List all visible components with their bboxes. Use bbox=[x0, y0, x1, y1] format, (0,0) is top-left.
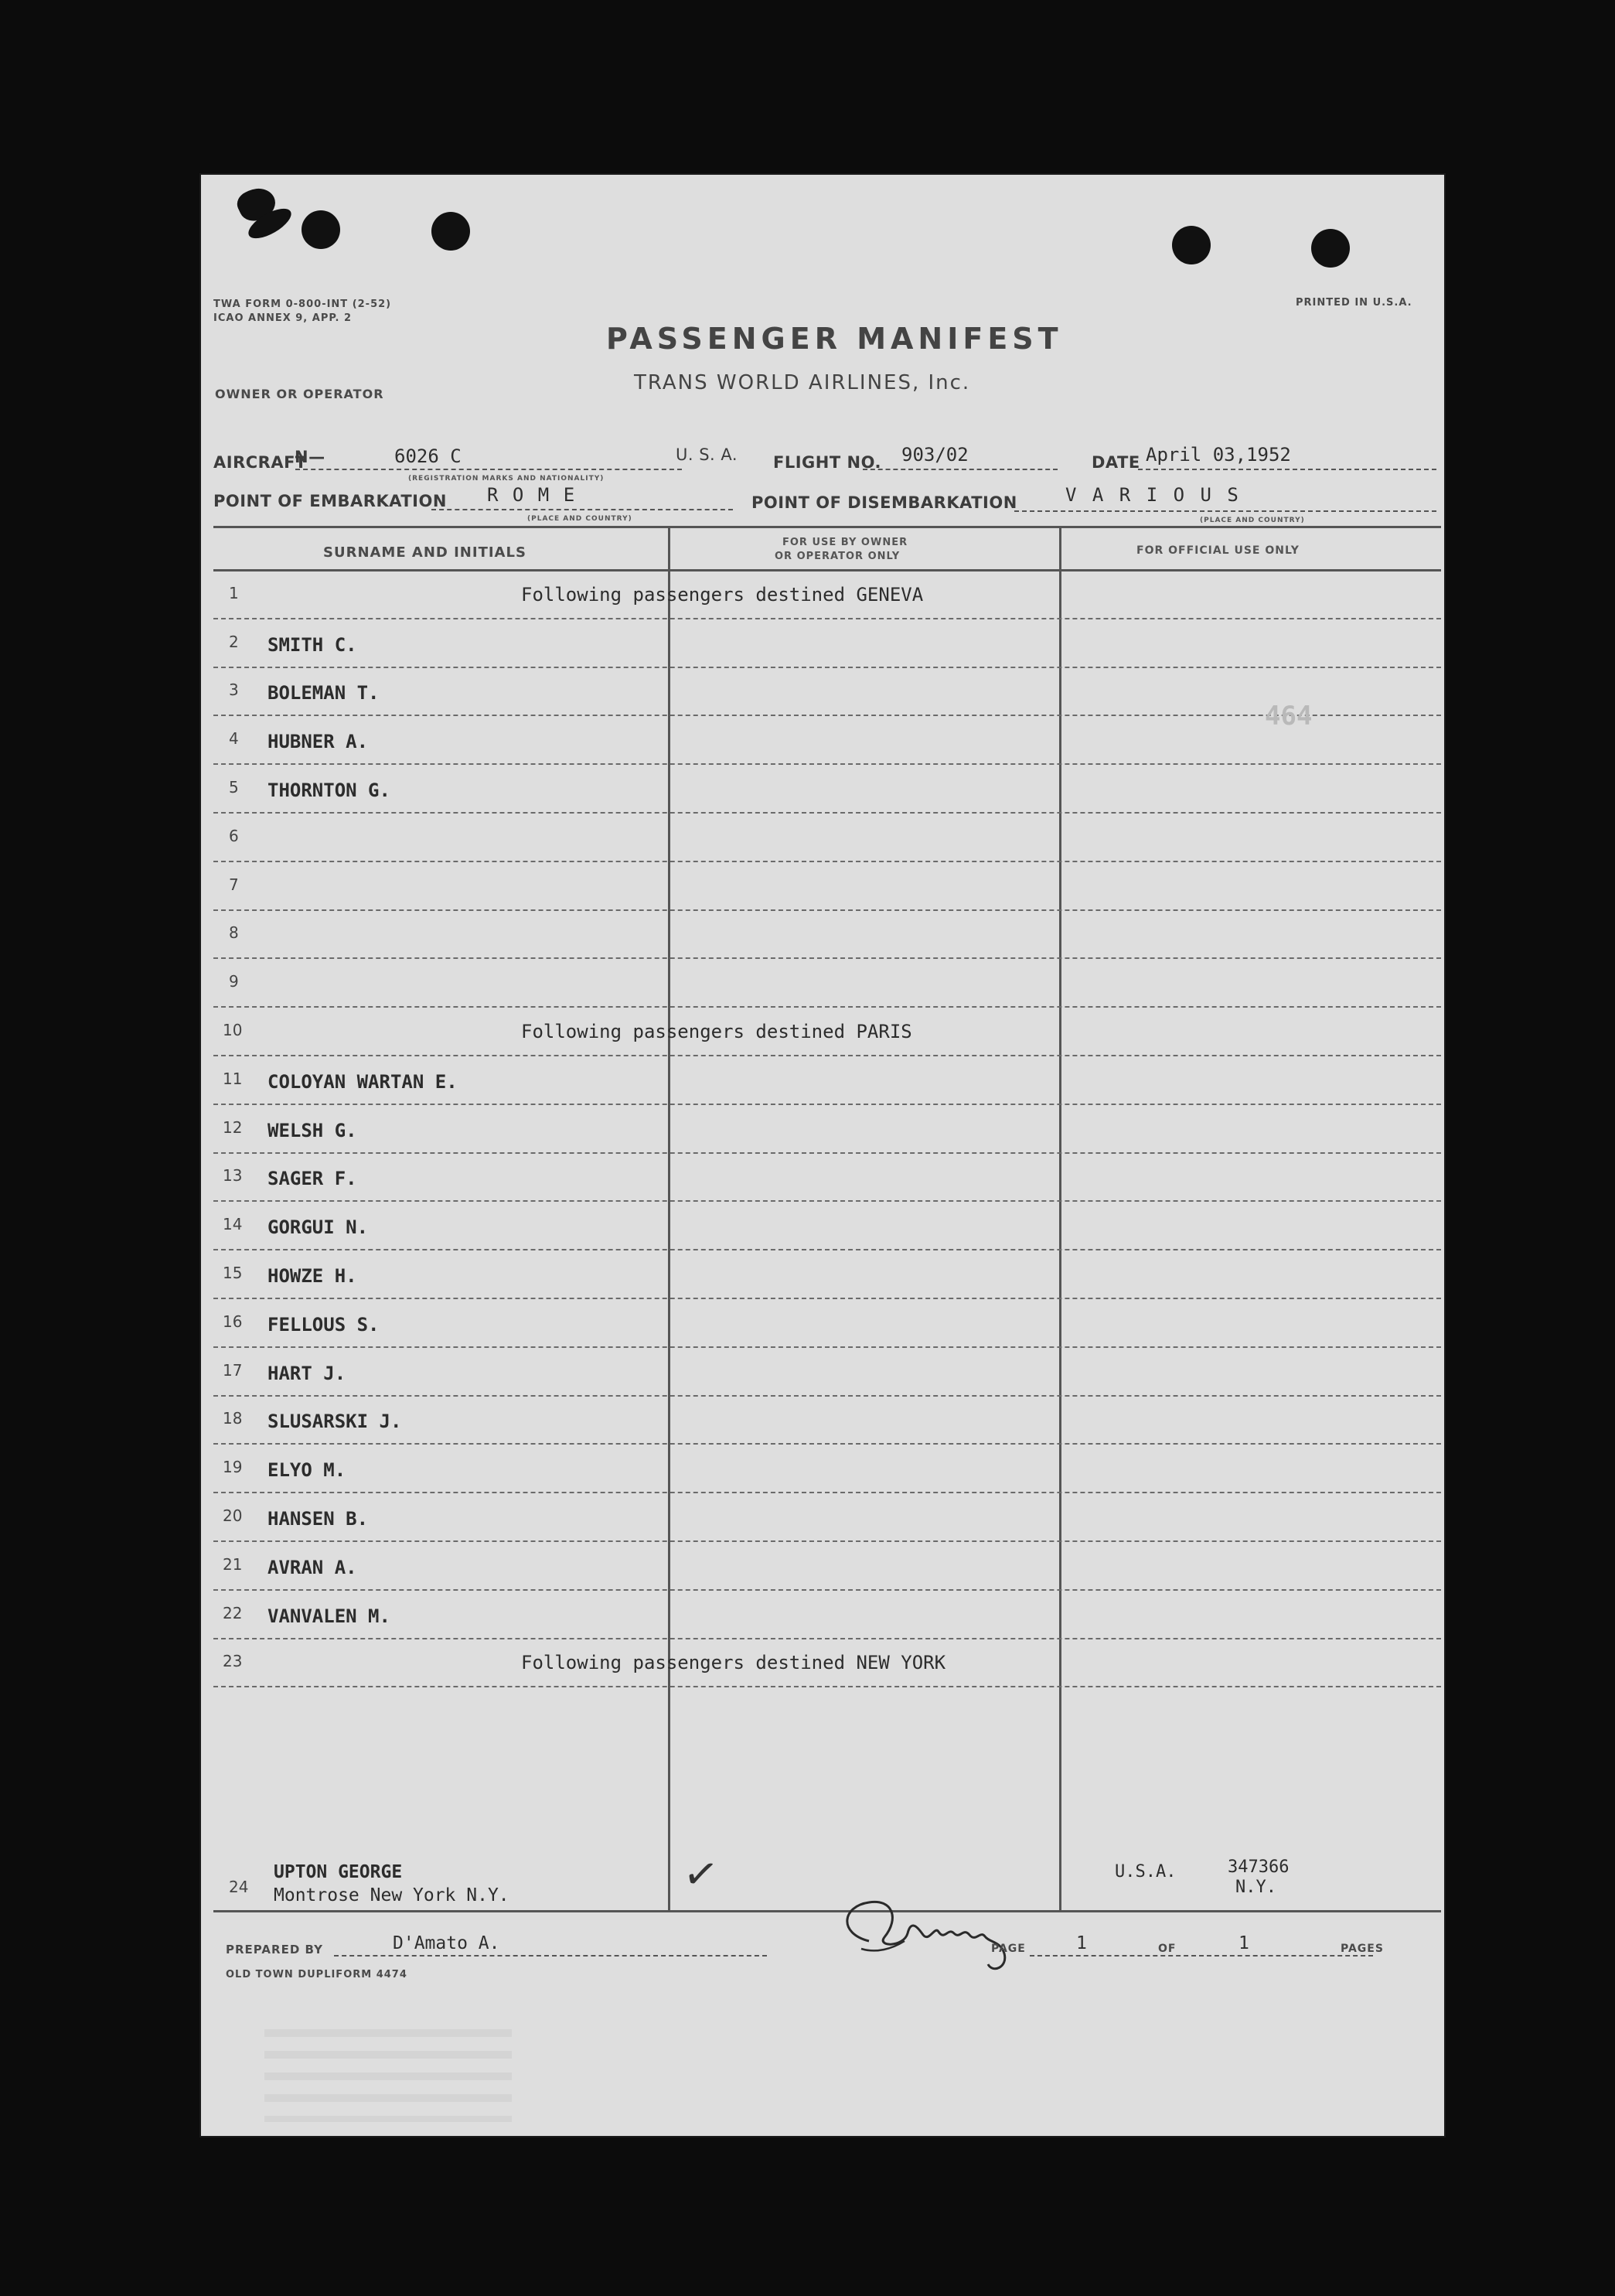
row-divider bbox=[213, 1443, 1441, 1445]
punch-hole bbox=[1172, 226, 1211, 264]
passenger-name: UPTON GEORGE bbox=[274, 1862, 403, 1882]
of-label: OF bbox=[1158, 1943, 1177, 1955]
place-caption-2: (PLACE AND COUNTRY) bbox=[1200, 517, 1305, 524]
row-number: 19 bbox=[223, 1458, 243, 1477]
printed-label: PRINTED IN U.S.A. bbox=[1296, 297, 1412, 309]
aircraft-nationality: U. S. A. bbox=[676, 445, 738, 464]
row-divider bbox=[213, 1298, 1441, 1299]
passenger-name: SAGER F. bbox=[267, 1168, 357, 1190]
row-divider bbox=[213, 667, 1441, 668]
row-divider bbox=[213, 1055, 1441, 1056]
row-number: 17 bbox=[223, 1360, 243, 1380]
form-number: TWA FORM 0-800-INT (2-52) bbox=[213, 299, 392, 310]
bleed-through bbox=[264, 2029, 512, 2122]
row-number: 1 bbox=[229, 583, 239, 602]
disembark-label: POINT OF DISEMBARKATION bbox=[751, 493, 1017, 512]
row-number: 12 bbox=[223, 1117, 243, 1137]
row-number: 5 bbox=[229, 778, 239, 797]
official-state: N.Y. bbox=[1235, 1878, 1276, 1897]
pages-label: PAGES bbox=[1341, 1943, 1384, 1955]
row-divider bbox=[213, 715, 1441, 716]
disembark-value: V A R I O U S bbox=[1065, 484, 1241, 506]
row-number: 16 bbox=[223, 1312, 243, 1331]
manifest-page bbox=[199, 173, 1446, 2137]
passenger-name: FELLOUS S. bbox=[267, 1313, 380, 1336]
stamp-number: 464 bbox=[1265, 701, 1313, 732]
destination-note: Following passengers destined PARIS bbox=[521, 1021, 912, 1042]
page-title: PASSENGER MANIFEST bbox=[606, 322, 1063, 356]
row-divider bbox=[213, 1200, 1441, 1202]
row-number: 8 bbox=[229, 923, 239, 943]
row-number: 3 bbox=[229, 681, 239, 700]
row-divider bbox=[213, 1104, 1441, 1105]
passenger-name: HART J. bbox=[267, 1362, 346, 1384]
embark-label: POINT OF EMBARKATION bbox=[213, 492, 447, 510]
row-number: 9 bbox=[229, 972, 239, 991]
row-divider bbox=[213, 909, 1441, 911]
official-number: 347366 bbox=[1228, 1858, 1290, 1877]
date-label: DATE bbox=[1092, 453, 1140, 472]
row-divider bbox=[213, 1152, 1441, 1154]
passenger-name: VANVALEN M. bbox=[267, 1605, 390, 1627]
row-divider bbox=[213, 812, 1441, 814]
row-number: 22 bbox=[223, 1603, 243, 1622]
passenger-address: Montrose New York N.Y. bbox=[274, 1885, 509, 1905]
row-divider bbox=[213, 763, 1441, 765]
aircraft-value: 6026 C bbox=[394, 445, 462, 467]
page-label: PAGE bbox=[991, 1943, 1026, 1955]
row-number: 24 bbox=[229, 1878, 249, 1896]
operator-name: TRANS WORLD AIRLINES, Inc. bbox=[634, 371, 971, 394]
flight-label: FLIGHT NO. bbox=[773, 453, 881, 472]
passenger-name: SLUSARSKI J. bbox=[267, 1411, 402, 1433]
col-header-surname: SURNAME AND INITIALS bbox=[323, 544, 526, 561]
row-number: 2 bbox=[229, 632, 239, 651]
passenger-name: AVRAN A. bbox=[267, 1556, 357, 1578]
embark-value: R O M E bbox=[487, 484, 577, 506]
prepared-label: PREPARED BY bbox=[226, 1943, 323, 1957]
row-divider bbox=[213, 861, 1441, 862]
row-divider bbox=[213, 1686, 1441, 1687]
owner-label: OWNER OR OPERATOR bbox=[215, 387, 384, 401]
row-divider bbox=[213, 1589, 1441, 1591]
row-number: 6 bbox=[229, 826, 239, 845]
check-mark: ✓ bbox=[680, 1847, 722, 1901]
row-divider bbox=[213, 1540, 1441, 1542]
col-header-official: FOR OFFICIAL USE ONLY bbox=[1136, 544, 1300, 557]
registration-caption: (REGISTRATION MARKS AND NATIONALITY) bbox=[408, 475, 605, 483]
flight-value: 903/02 bbox=[901, 444, 969, 466]
passenger-name: HOWZE H. bbox=[267, 1265, 357, 1287]
column-divider bbox=[1059, 526, 1061, 1912]
passenger-name: COLOYAN WARTAN E. bbox=[267, 1070, 458, 1093]
passenger-name: THORNTON G. bbox=[267, 780, 390, 801]
destination-note: Following passengers destined GENEVA bbox=[521, 583, 924, 606]
page-value: 1 bbox=[1076, 1933, 1087, 1953]
aircraft-prefix: N— bbox=[295, 448, 325, 466]
total-pages-value: 1 bbox=[1239, 1933, 1249, 1953]
printer-label: OLD TOWN DUPLIFORM 4474 bbox=[226, 1969, 407, 1980]
row-divider bbox=[213, 957, 1441, 959]
row-number: 14 bbox=[223, 1215, 243, 1234]
row-divider bbox=[213, 1006, 1441, 1008]
row-number: 7 bbox=[229, 875, 239, 894]
date-value: April 03,1952 bbox=[1146, 444, 1291, 466]
row-divider bbox=[213, 1249, 1441, 1250]
row-number: 15 bbox=[223, 1264, 243, 1282]
row-number: 13 bbox=[223, 1166, 243, 1186]
row-divider bbox=[213, 1638, 1441, 1639]
punch-hole bbox=[431, 212, 470, 251]
punch-hole bbox=[1311, 229, 1350, 268]
row-number: 10 bbox=[223, 1021, 243, 1039]
row-divider bbox=[213, 1492, 1441, 1493]
official-country: U.S.A. bbox=[1115, 1862, 1177, 1881]
row-divider bbox=[213, 618, 1441, 619]
passenger-name: HUBNER A. bbox=[267, 731, 369, 753]
passenger-name: HANSEN B. bbox=[267, 1508, 369, 1530]
column-divider bbox=[668, 526, 670, 1912]
passenger-name: WELSH G. bbox=[267, 1119, 357, 1141]
col-header-owner-2: OR OPERATOR ONLY bbox=[775, 551, 901, 562]
col-header-owner-1: FOR USE BY OWNER bbox=[782, 537, 908, 548]
row-divider bbox=[213, 1346, 1441, 1348]
form-annex: ICAO ANNEX 9, APP. 2 bbox=[213, 312, 353, 324]
passenger-name: SMITH C. bbox=[267, 633, 357, 656]
row-divider bbox=[213, 1395, 1441, 1397]
place-caption: (PLACE AND COUNTRY) bbox=[527, 515, 632, 523]
aircraft-label: AIRCRAFT bbox=[213, 453, 307, 472]
row-number: 21 bbox=[223, 1554, 243, 1574]
passenger-name: GORGUI N. bbox=[267, 1216, 369, 1239]
row-number: 20 bbox=[223, 1506, 243, 1525]
destination-note: Following passengers destined NEW YORK bbox=[521, 1652, 946, 1674]
row-number: 18 bbox=[223, 1409, 243, 1428]
passenger-name: BOLEMAN T. bbox=[267, 682, 380, 704]
passenger-name: ELYO M. bbox=[267, 1459, 346, 1482]
row-number: 4 bbox=[229, 729, 239, 749]
signature bbox=[830, 1887, 1031, 1987]
row-number: 23 bbox=[223, 1652, 243, 1671]
prepared-value: D'Amato A. bbox=[393, 1933, 500, 1953]
row-number: 11 bbox=[223, 1069, 243, 1088]
punch-hole bbox=[302, 210, 340, 249]
